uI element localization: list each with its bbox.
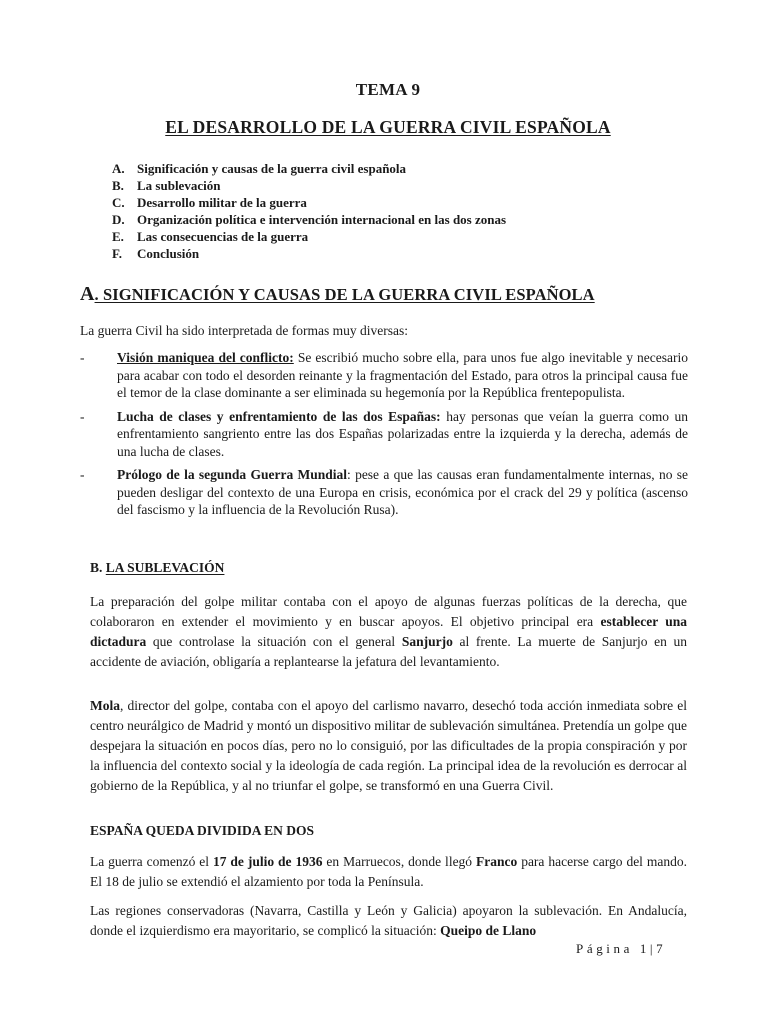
paragraph: La preparación del golpe militar contaba con el apoyo de algunas fuerzas políticas de la derecha, que colaboraron en extender el movimiento y en buscar apoyos. El objetivo principal era establecer una dictadura que controlase la situación con el general Sanjurjo al frente. La muerte de Sanjurjo en un accidente de aviación, obligaría a replantearse la jefatura del levantamiento. [90, 594, 687, 669]
page-number: Página 1|7 [576, 941, 667, 956]
toc-item: E. Las consecuencias de la guerra [112, 229, 309, 244]
list-item: - Prólogo de la segunda Guerra Mundial: pese a que las causas eran fundamentalmente internas, no se pueden desligar del contexto de una Europa en crisis, económica por el crack del 29 y política (ascenso del fascismo y la influencia de la Revolución Rusa). [80, 467, 689, 517]
section-a-intro: La guerra Civil ha sido interpretada de formas muy diversas: [80, 323, 409, 338]
paragraph: La guerra comenzó el 17 de julio de 1936 en Marruecos, donde llegó Franco para hacerse cargo del mando. El 18 de julio se extendió el alzamiento por toda la Península. [90, 854, 687, 889]
toc-item: F. Conclusión [112, 246, 200, 261]
interpretation-list [80, 349, 688, 525]
section-a-heading: A. SIGNIFICACIÓN Y CAUSAS DE LA GUERRA CIVIL ESPAÑOLA [80, 283, 595, 305]
paragraph: Mola, director del golpe, contaba con el apoyo del carlismo navarro, desechó toda acción inmediata sobre el centro neurálgico de Madrid y montó un dispositivo militar de sublevación simultánea. Pretendía un golpe que despejara la situación en pocos días, pero no lo consiguió, por las dificultades de la propia conspiración y por la influencia del contexto social y la ideología de cada región. La principal idea de la revolución es derrocar al gobierno de la República, y al no triunfar el golpe, se transformó en una Guerra Civil. [90, 698, 687, 793]
subsection-heading: ESPAÑA QUEDA DIVIDIDA EN DOS [90, 823, 315, 838]
toc-item: B. La sublevación [112, 178, 221, 193]
document-title: EL DESARROLLO DE LA GUERRA CIVIL ESPAÑOLA [165, 117, 611, 137]
paragraph: Las regiones conservadoras (Navarra, Castilla y León y Galicia) apoyaron la sublevación. En Andalucía, donde el izquierdismo era mayoritario, se complicó la situación: Queipo de Llano [90, 903, 687, 938]
toc-item: D. Organización política e intervención internacional en las dos zonas [112, 212, 507, 227]
list-item: - Lucha de clases y enfrentamiento de las dos Españas: hay personas que veían la guerra como un enfrentamiento sangriento entre las dos Españas polarizadas entre la izquierda y la derecha, además de una lucha de clases. [80, 408, 689, 459]
toc-item: A. Significación y causas de la guerra civil española [112, 161, 407, 176]
toc-item: C. Desarrollo militar de la guerra [112, 195, 307, 210]
topic-number: TEMA 9 [355, 80, 421, 99]
section-b-heading: B. LA SUBLEVACIÓN [90, 560, 225, 575]
table-of-contents [112, 160, 506, 262]
list-item: - Visión maniquea del conflicto: Se escribió mucho sobre ella, para unos fue algo inevitable y necesario para acabar con todo el desorden reinante y la fragmentación del Estado, para otros la principal causa fue el temor de la clase dominante a ser eliminada su hegemonía por la República frentepopulista. [80, 350, 688, 400]
